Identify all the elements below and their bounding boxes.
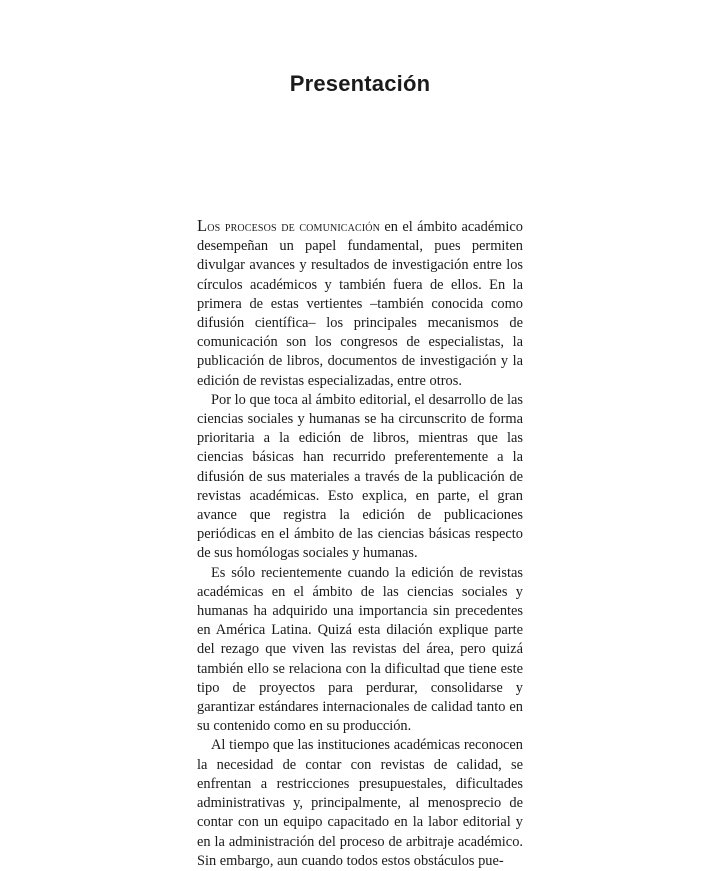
opening-small-caps (197, 216, 381, 235)
paragraph-4: Al tiempo que las instituciones académicas reconocen la necesidad de contar con revistas de calidad, se enfrentan a restricciones presupuestales, dificultades administrativas y, principalmente, al menosprecio de contar con un equipo capacitado en la labor editorial y en la administración del proceso de arbitraje académico. Sin embargo, aun cuando todos estos obstáculos pue- (197, 737, 523, 869)
paragraph-1-text: en el ámbito académico desempeñan un papel fundamental, pues permiten divulgar avances y resultados de investigación entre los círculos académicos y también fuera de ellos. En la primera de estas vertientes –también conocida como difusión científica– los principales mecanismos de comunicación son los congresos de especialistas, la publicación de libros, documentos de investigación y la edición de revistas especializadas, entre otros. (197, 219, 523, 389)
page-title: Presentación (289, 70, 431, 96)
paragraph-2: Por lo que toca al ámbito editorial, el desarrollo de las ciencias sociales y humanas se ha circunscrito de forma prioritaria a la edición de libros, mientras que las ciencias básicas han recurrido preferentemente a la difusión de sus materiales a través de la publicación de revistas académicas. Esto explica, en parte, el gran avance que registra la edición de publicaciones periódicas en el ámbito de las ciencias básicas respecto de sus homólogas sociales y humanas. (197, 391, 523, 562)
paragraph-1 (197, 216, 523, 391)
opening-small-caps-text: os procesos de comunicación (207, 219, 381, 235)
paragraph-3: Es sólo recientemente cuando la edición de revistas académicas en el ámbito de las ciencias sociales y humanas ha adquirido una importancia sin precedentes en América Latina. Quizá esta dilación explique parte del rezago que viven las revistas del área, pero quizá también ello se relaciona con la dificultad que tiene este tipo de proyectos para perdurar, consolidarse y garantizar estándares internacionales de calidad tanto en su contenido como en su producción. (197, 564, 523, 735)
opening-initial-letter: L (197, 216, 208, 235)
body-text-block (197, 216, 523, 871)
